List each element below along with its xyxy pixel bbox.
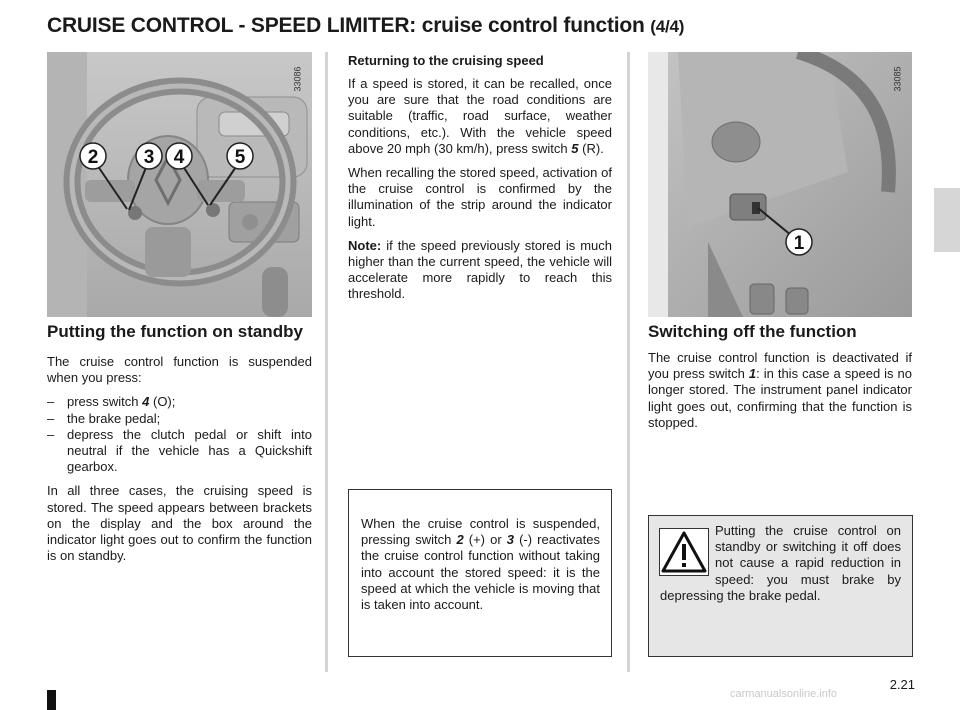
switch-off-text: [648, 350, 912, 431]
note-text: if the speed previously stored is much higher than the current speed, the vehicle will accelerate more rapidly to reach this threshold.: [348, 237, 612, 302]
warning-triangle-icon: [660, 529, 708, 575]
switch-ref: 2: [456, 532, 464, 548]
returning-heading: Returning to the cruising speed: [348, 53, 544, 68]
standby-section: [47, 322, 312, 572]
page-title: [47, 14, 927, 38]
list-dash: –: [47, 410, 55, 426]
returning-p2: When recalling the stored speed, activation of the cruise control is confirmed by the illumination of the strip around the indicator light.: [348, 165, 612, 229]
watermark: carmanualsonline.info: [730, 688, 838, 700]
list-item: [47, 394, 312, 410]
switch-off-pre: The cruise control function is deactivated if you press switch: [648, 350, 912, 382]
warning-text: Putting the cruise control on standby or switching it off does not cause a rapid reduction in speed: you must brake by depressing the brake pedal.: [660, 523, 901, 603]
info-t1: When the cruise control is suspended, pressing switch: [361, 516, 600, 548]
chapter-tab: [934, 188, 960, 252]
item-text: press switch: [67, 394, 143, 410]
info-box-text: [361, 516, 600, 613]
item-text: depress the clutch pedal or shift into neutral if the vehicle has a Quickshift gearbox.: [67, 426, 312, 475]
returning-section: [348, 53, 612, 311]
switch-ref: 4: [142, 394, 150, 410]
switch-ref: 5: [571, 140, 579, 156]
info-t2: (+) or: [463, 532, 507, 548]
page-marker: [47, 690, 56, 710]
standby-body: In all three cases, the cruising speed is stored. The speed appears between brackets on the display and the box around the indicator light goes out to confirm the function is on standby.: [47, 483, 312, 564]
steering-wheel-photo: [47, 52, 312, 317]
switch-off-post: : in this case a speed is no longer stored. The instrument panel indicator light goes out, confirming that the function is stopped.: [648, 366, 913, 430]
title-part: (4/4): [650, 17, 685, 36]
steering-wheel-illustration: [47, 52, 312, 317]
returning-p1-text: If a speed is stored, it can be recalled, once you are sure that the road conditions are suitable (traffic, road surface, weather conditions, etc.). With the vehicle speed above 20 mph (30 km/h), press switch: [348, 76, 612, 156]
title-main: CRUISE CONTROL - SPEED LIMITER: cruise control function: [47, 14, 645, 37]
switch-ref: 1: [748, 366, 757, 382]
callout-5: 5: [234, 147, 246, 168]
item-text-post: (O);: [149, 394, 176, 410]
info-t3: (-) reactivates the cruise control function without taking into account the stored speed: it is the speed at which the vehicle is moving that is taken into account.: [361, 532, 601, 613]
list-dash: –: [47, 394, 55, 410]
standby-intro: The cruise control function is suspended when you press:: [47, 354, 312, 386]
list-item: [47, 427, 312, 476]
switch-off-heading: Switching off the function: [648, 322, 857, 341]
switch-panel-illustration: [648, 52, 912, 317]
note-label: Note:: [348, 237, 382, 253]
switch-off-section: [648, 322, 912, 439]
list-dash: –: [47, 426, 55, 442]
right-photo-ref: 33085: [892, 66, 903, 92]
info-box: [348, 489, 612, 657]
returning-note: [348, 238, 612, 303]
callout-2: 2: [87, 147, 99, 168]
returning-p1: [348, 76, 612, 157]
switch-panel-photo: [648, 52, 912, 317]
column-divider-left: [325, 52, 328, 672]
returning-p1-post: (R).: [578, 140, 604, 156]
switch-ref: 3: [506, 532, 514, 548]
callout-3: 3: [143, 147, 155, 168]
standby-list: [47, 394, 312, 475]
item-text: the brake pedal;: [67, 410, 161, 426]
callout-4: 4: [173, 147, 185, 168]
warning-box: [648, 515, 913, 657]
warning-icon: [659, 528, 709, 576]
list-item: [47, 411, 312, 427]
callout-1: 1: [793, 233, 805, 254]
column-divider-right: [627, 52, 630, 672]
standby-heading: Putting the function on standby: [47, 322, 303, 341]
left-photo-ref: 33086: [292, 66, 303, 92]
page-number: 2.21: [889, 677, 915, 692]
